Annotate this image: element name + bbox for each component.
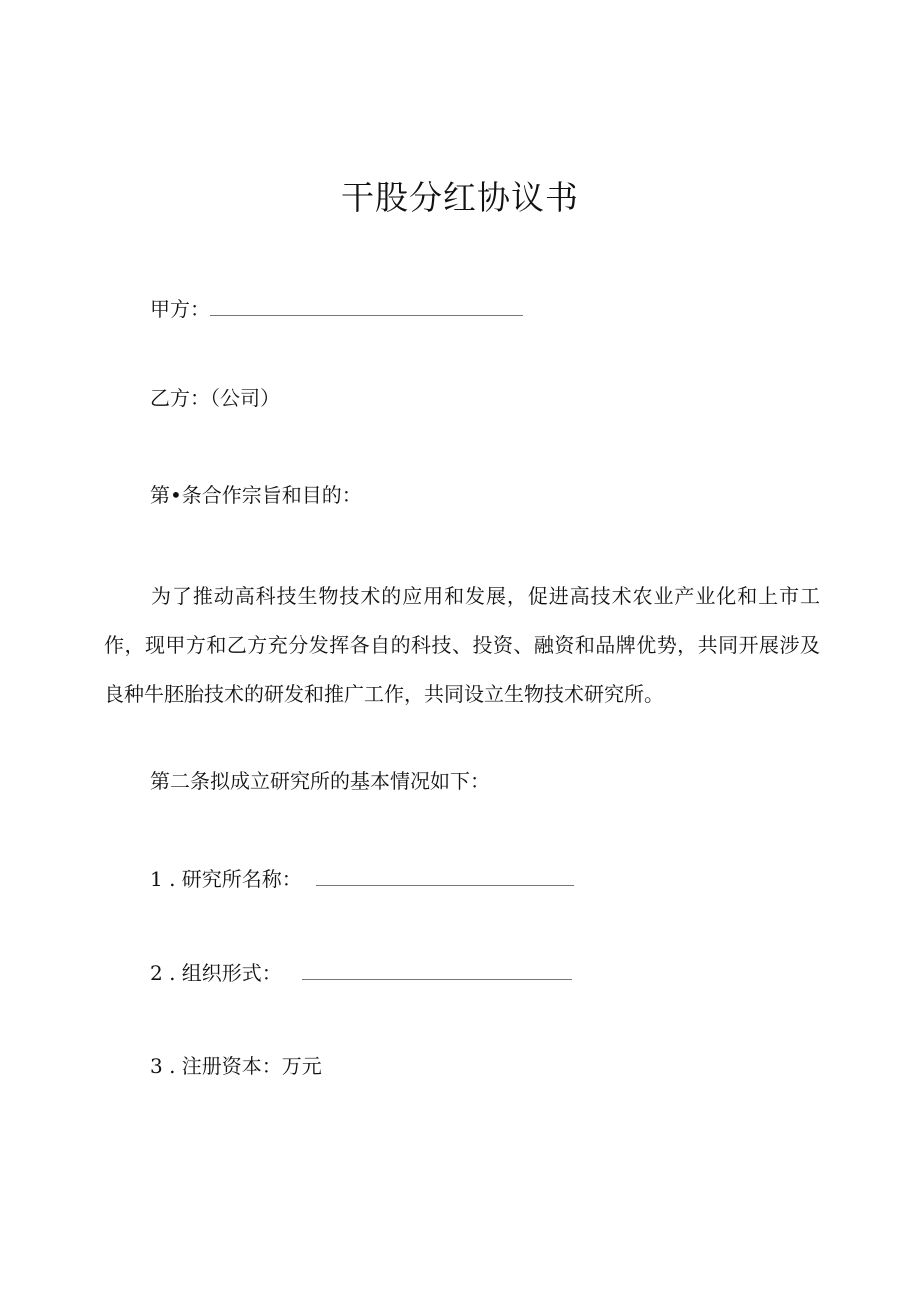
article-2-heading: 第二条拟成立研究所的基本情况如下： <box>150 769 490 793</box>
item-2-label: 2 . 组织形式： <box>150 961 282 985</box>
item-1-line <box>150 865 574 893</box>
party-b-label: 乙方：（公司） <box>150 386 280 410</box>
party-a-label: 甲方： <box>150 297 210 321</box>
item-1-blank <box>316 867 574 886</box>
item-1-label: 1 . 研究所名称： <box>150 867 302 891</box>
item-2-line <box>150 959 572 987</box>
party-a-line <box>150 295 523 323</box>
party-a-blank <box>210 297 523 316</box>
document-title: 干股分红协议书 <box>341 178 579 217</box>
article-1-heading: 第•条合作宗旨和目的： <box>150 483 362 507</box>
item-3-label: 3 . 注册资本：万元 <box>150 1054 322 1078</box>
item-3-line <box>150 1052 322 1080</box>
article-1-paragraph: 为了推动高科技生物技术的应用和发展，促进高技术农业产业化和上市工作，现甲方和乙方充分发挥各自的科技、投资、融资和品牌优势，共同开展涉及良种牛胚胎技术的研发和推广工作，共同设立生物技术研究所。 <box>104 584 820 706</box>
item-2-blank <box>302 961 572 980</box>
party-b-line <box>150 384 280 412</box>
